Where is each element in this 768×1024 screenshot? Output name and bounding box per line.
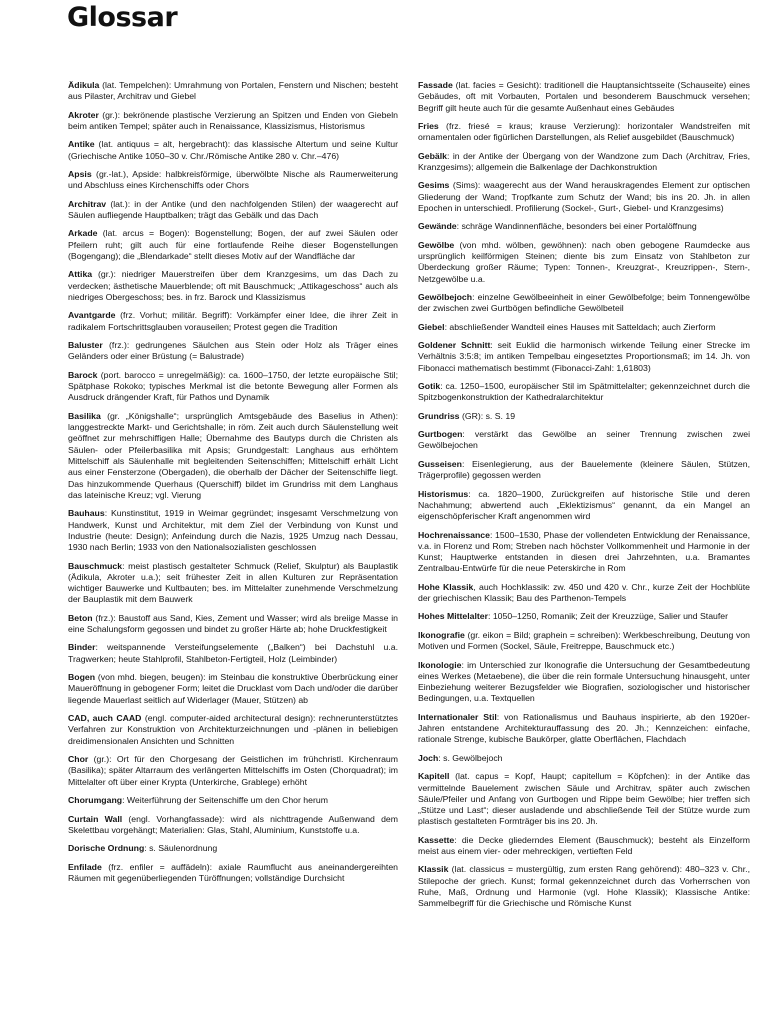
glossary-term: Akroter [68, 109, 99, 120]
glossary-entry [68, 754, 398, 788]
glossary-term: Gesims [418, 180, 450, 191]
glossary-definition: (frz. enfiler = auffädeln): axiale Raumflucht aus aneinandergereihten Räumen mit gegenüberliegenden Türöffnungen; vollständige Durchsicht [68, 861, 398, 883]
glossary-entry [68, 169, 398, 192]
glossary-entry [68, 672, 398, 706]
glossary-entry [418, 292, 750, 315]
glossary-definition: (lat. capus = Kopf, Haupt; capitellum = Köpfchen): in der Antike das vermittelnde Bauelement zwischen Säule und Architrav, später auch zwischen Säule/Pfeiler und Anfang von Gurtbogen und Rippe beim Gewölbe; hier treffen sich „Stütze und Last“; dieser ausladende und abschließende Teil der Stütze wurde zum plastisch gestalteten Formträger bis ins 20. Jh. [418, 771, 750, 827]
glossary-definition: : ca. 1820–1900, Zurückgreifen auf historische Stile und deren Nachahmung; abwertend auch „Eklektizismus“ genannt, da ein Mangel an eigenschöpferischer Kraft angenommen wird [418, 488, 750, 522]
glossary-term: Kapitell [418, 771, 450, 782]
glossary-term: Baluster [68, 340, 103, 351]
glossary-entry [418, 611, 750, 622]
glossary-entry [68, 370, 398, 404]
glossary-entry [418, 240, 750, 285]
glossary-definition: (Sims): waagerecht aus der Wand herauskragendes Element zur optischen Gliederung der Wand; Tropfkante zum Schutz der Wand; bis ins 20. Jh. in allen Epochen in unterschiedl. Profilierung (Sockel-, Gurt-, Giebel- und Kranzgesims) [418, 180, 750, 213]
glossary-term: Gewölbe [418, 239, 455, 250]
glossary-entry [418, 80, 750, 114]
glossary-term: Barock [68, 369, 98, 380]
glossary-entry [418, 712, 750, 746]
glossary-term: Hohes Mittelalter [418, 611, 488, 622]
glossary-definition: : s. Gewölbejoch [438, 752, 503, 763]
glossary-entry [418, 121, 750, 144]
glossary-definition: (gr.): Ort für den Chorgesang der Geistlichen im frühchristl. Kirchenraum (Basilika); später Altarraum des verlängerten Mittelschiffs im Osten (Chorquadrat); im Mittelalter oft über einer Krypta (Unterkirche, Grablege) erhöht [68, 754, 398, 787]
glossary-column-left [68, 80, 398, 891]
glossary-entry [68, 269, 398, 303]
glossary-entry [418, 530, 750, 575]
glossary-entry [418, 864, 750, 909]
glossary-definition: : im Unterschied zur Ikonografie die Untersuchung der Gesamtbedeutung eines Werkes (Metaebene), die über die rein formale Untersuchung hinausgeht, unter Einbeziehung weiterer Bezugsfelder wie Biografien, soziologischer und historischer Bedingungen, u.a. Textquellen [418, 659, 750, 704]
glossary-term: Hohe Klassik [418, 581, 474, 592]
glossary-term: Arkade [68, 228, 98, 239]
glossary-term: Binder [68, 642, 96, 653]
glossary-definition: (lat. arcus = Bogen): Bogenstellung; Bogen, der auf zwei Säulen oder Pfeilern ruht; gilt auch für eine fortlaufende Reihe dieser Bogenstellungen (Bogengang); die „Blendarkade“ stellt dieses Motiv auf der Wandfläche dar [68, 228, 398, 262]
glossary-definition: (gr. „Königshalle“; ursprünglich Amtsgebäude des Baselius in Athen): langgestreckte Markt- und Gerichtshalle; in röm. Zeit auch durch Säulenstellung weit geöffnet zur mehrschiffigen Halle; Übernahme des Bautyps durch die Christen als Säulen- oder Pfeilerbasilika mit Apsis; Grundgestalt: Langhaus aus erhöhtem Mittelschiff als Säulenhalle mit begleitenden Seitenschiffen; Mittelschiff erhält Licht aus einer Fensterzone (Obergaden), die oberhalb der Dächer der Seitenschiffe liegt. Das hinzukommende Querhaus (Querschiff) bildet im Grundriss mit dem Langhaus das lateinische Kreuz; vgl. Vierung [68, 410, 398, 500]
glossary-entry [68, 862, 398, 885]
glossary-entry [68, 110, 398, 133]
glossary-definition: (von mhd. wölben, gewöhnen): nach oben gebogene Raumdecke aus ursprünglich keilförmigen Steinen; diente bis zum Einsatz von Stahlbeton zur Überdeckung großer Räume; Typen: Tonnen-, Kreuzgrat-, Kreuzrippen-, Stern-, Netzgewölbe u.a. [418, 239, 750, 284]
glossary-definition: : von Rationalismus und Bauhaus inspirierte, ab den 1920er-Jahren entstandene Architekturauffassung des 20. Jh.; Kennzeichen: einfache, rationale Strenge, kubische Baukörper, glatte Oberflächen, Flachdach [418, 711, 750, 745]
glossary-definition: : verstärkt das Gewölbe an seiner Trennung zwischen zwei Gewölbejochen [418, 429, 750, 451]
glossary-entry [68, 199, 398, 222]
glossary-term: Ädikula [68, 80, 100, 90]
glossary-definition: (lat.): in der Antike (und den nachfolgenden Stilen) der waagerecht auf Säulen aufliegende Hauptbalken; trägt das Gebälk und das Dach [68, 198, 398, 221]
glossary-entry [68, 411, 398, 501]
glossary-definition: : meist plastisch gestalteter Schmuck (Relief, Skulptur) als Bauplastik (Ädikula, Akroter u.a.); seit frühester Zeit in allen Kulturen zur Repräsentation wichtiger Bauwerke und Kultbauten; bes. im Mittelalter zunehmende Verschmelzung der Bauplastik mit dem Bauwerk [68, 560, 398, 605]
glossary-entry [418, 180, 750, 214]
glossary-definition: : Weiterführung der Seitenschiffe um den Chor herum [122, 795, 328, 806]
glossary-definition: (frz. friesé = kraus; krause Verzierung): horizontaler Wandstreifen mit ornamentalen oder figürlichen Darstellungen, als Relief ausgebildet (Bauschmuck) [418, 120, 750, 143]
glossary-entry [68, 795, 398, 806]
glossary-entry [68, 139, 398, 162]
glossary-term: Beton [68, 612, 93, 623]
glossary-term: Hochrenaissance [418, 529, 490, 540]
glossary-entry [418, 459, 750, 482]
glossary-definition: (lat. antiquus = alt, hergebracht): das klassische Altertum und seine Kultur (Griechische Antike 1050–30 v. Chr./Römische Antike 280 v. Chr.–476) [68, 139, 398, 161]
page-title: Glossar [67, 2, 178, 33]
glossary-definition: : einzelne Gewölbeeinheit in einer Gewölbefolge; beim Tonnengewölbe der zwischen zwei Gurtbögen befindliche Gewölbeteil [418, 292, 750, 314]
glossary-definition: (frz.): gedrungenes Säulchen aus Stein oder Holz als Träger eines Geländers oder einer Brüstung (= Balustrade) [68, 340, 398, 362]
glossary-term: Chorumgang [68, 795, 123, 806]
glossary-term: Bogen [68, 672, 96, 683]
glossary-definition: (engl. Vorhangfassade): wird als nichttragende Außenwand dem Skelettbau vorgehängt; Materialien: Glas, Stahl, Aluminium, Kunststoffe u.a. [68, 813, 398, 835]
glossary-entry [418, 429, 750, 452]
glossary-definition: (frz. Vorhut; militär. Begriff): Vorkämpfer einer Idee, die ihrer Zeit in radikalem Fortschrittsglauben vorauseilen; Protest gegen die Tradition [68, 310, 398, 332]
glossary-term: Joch [418, 752, 439, 763]
glossary-entry [418, 151, 750, 174]
glossary-entry [68, 814, 398, 837]
glossary-term: Bauschmuck [68, 560, 123, 571]
glossary-term: Internationaler Stil [418, 711, 497, 722]
glossary-term: Fries [418, 120, 439, 131]
glossary-term: Gebälk [418, 150, 447, 161]
glossary-definition: (gr. eikon = Bild; graphein = schreiben): Werkbeschreibung, Deutung von Motiven und Formen (Sockel, Säule, Freitreppe, Bauschmuck etc.) [418, 629, 750, 652]
glossary-definition: (von mhd. biegen, beugen): im Steinbau die konstruktive Überbrückung einer Maueröffnung in gebogener Form; leitet die Drucklast vom Dach und/oder die darüber liegende Mauerlast seitlich auf Widerlager (Mauer, Stützen) ab [68, 672, 398, 705]
glossary-term: Bauhaus [68, 508, 105, 519]
glossary-definition: (gr.): bekrönende plastische Verzierung an Spitzen und Enden von Giebeln beim antiken Tempel; später auch in Renaissance, Klassizismus, Historismus [68, 109, 398, 131]
glossary-definition: : 1050–1250, Romanik; Zeit der Kreuzzüge, Salier und Staufer [488, 611, 729, 622]
glossary-term: Curtain Wall [68, 813, 123, 824]
glossary-definition: (gr.-lat.), Apside: halbkreisförmige, überwölbte Nische als Raumerweiterung und Abschluss eines Kirchenschiffs oder Chors [68, 169, 398, 191]
glossary-entry [418, 221, 750, 232]
glossary-entry [418, 582, 750, 605]
glossary-term: Antike [68, 139, 95, 150]
glossary-definition: : die Decke gliederndes Element (Bauschmuck); besteht als Einzelform meist aus einem vier- oder mehreckigen, vertieften Feld [418, 834, 750, 857]
glossary-term: Kassette [418, 834, 455, 845]
glossary-entry [68, 228, 398, 262]
glossary-entry [68, 310, 398, 333]
glossary-definition: : Kunstinstitut, 1919 in Weimar gegründet; insgesamt Verschmelzung von Handwerk, Kunst und Architektur, mit dem Ziel der Verbindung von Kunst und Industrie (heute: Design); Anfeindung durch die Nazis, 1925 Umzug nach Dessau, 1930 nach Berlin; 1933 von den Nationalsozialisten geschlossen [68, 508, 398, 553]
glossary-definition: , auch Hochklassik: zw. 450 und 420 v. Chr., kurze Zeit der Hochblüte der griechischen Klassik; Bau des Parthenon-Tempels [418, 581, 750, 604]
glossary-definition: : in der Antike der Übergang von der Wandzone zum Dach (Architrav, Fries, Kranzgesims); allgemein die Balkenlage der Dachkonstruktion [418, 150, 750, 172]
glossary-entry [418, 381, 750, 404]
glossary-definition: (engl. computer-aided architectural design): rechnerunterstütztes Verfahren zur Konstruktion von Architekturzeichnungen und -plänen in beliebigen dreidimensionalen Ansichten und Schnitten [68, 713, 398, 746]
glossary-entry [68, 613, 398, 636]
glossary-entry [418, 340, 750, 374]
glossary-entry [68, 843, 398, 854]
glossary-term: Historismus [418, 488, 469, 499]
glossary-entry [418, 753, 750, 764]
glossary-entry [68, 561, 398, 606]
glossary-definition: (lat. Tempelchen): Umrahmung von Portalen, Fenstern und Nischen; besteht aus Pilaster, Architrav und Giebel [68, 80, 398, 102]
glossary-definition: : seit Euklid die harmonisch wirkende Teilung einer Strecke im Verhältnis 3:5:8; im antiken Tempelbau eingesetztes Proportionsmaß; im 14. Jh. von Fibonacci mathematisch bestimmt (Fibonacci-Zahl: 1,61803) [418, 340, 750, 373]
glossary-definition: : abschließender Wandteil eines Hauses mit Satteldach; auch Zierform [444, 321, 716, 332]
glossary-term: Chor [68, 754, 89, 765]
glossary-definition: : schräge Wandinnenfläche, besonders bei einer Portalöffnung [456, 221, 697, 232]
glossary-term: Gurtbogen [418, 429, 463, 440]
glossary-definition: (lat. classicus = mustergültig, zum ersten Rang gehörend): 480–323 v. Chr., Stilepoche der griech. Kunst; formal gekennzeichnet durch das Vorherrschen von Ruhe, Maß, Ordnung und Harmonie (vgl. Hohe Klassik); Klassische Antike: Sammelbegriff für die Griechische und Römische Kunst [418, 864, 750, 909]
glossary-entry [418, 411, 750, 422]
glossary-term: Klassik [418, 864, 449, 875]
glossary-definition: (frz.): Baustoff aus Sand, Kies, Zement und Wasser; wird als breiige Masse in eine Schalungsform gegossen und bindet zu großer Härte ab; hohe Druckfestigkeit [68, 612, 398, 635]
glossary-entry [68, 80, 398, 103]
glossary-entry [418, 835, 750, 858]
glossary-term: Attika [68, 269, 93, 280]
glossary-term: Ikonologie [418, 659, 462, 670]
glossary-definition: (gr.): niedriger Mauerstreifen über dem Kranzgesims, um das Dach zu verdecken; ästhetische Mauerblende; oft mit Bauschmuck; „Attikageschoss“ auch als niedriges Obergeschoss; bes. in frz. Barock und Klassizismus [68, 269, 398, 303]
glossary-term: Gusseisen [418, 458, 462, 469]
glossary-term: Fassade [418, 80, 453, 90]
glossary-entry [68, 642, 398, 665]
glossary-entry [418, 660, 750, 705]
glossary-term: Dorische Ordnung [68, 843, 145, 854]
glossary-term: Avantgarde [68, 310, 116, 321]
glossary-definition: (GR): s. S. 19 [459, 410, 516, 421]
glossary-term: Goldener Schnitt [418, 340, 491, 351]
glossary-term: Gewände [418, 221, 457, 232]
glossary-entry [418, 322, 750, 333]
glossary-term: Architrav [68, 198, 107, 209]
glossary-entry [418, 489, 750, 523]
glossary-term: Ikonografie [418, 629, 465, 640]
glossary-term: Basilika [68, 410, 101, 421]
glossary-entry [68, 508, 398, 553]
glossary-entry [418, 771, 750, 827]
glossary-term: CAD, auch CAAD [68, 713, 142, 724]
glossary-entry [68, 340, 398, 363]
glossary-definition: : weitspannende Versteifungselemente („Balken“) bei Dachstuhl u.a. Tragwerken; heute Stahlprofil, Stahlbeton-Fertigteil, Holz (Leimbinder) [68, 642, 398, 664]
glossary-term: Giebel [418, 321, 445, 332]
glossary-definition: (lat. facies = Gesicht): traditionell die Hauptansichtsseite (Schauseite) eines Gebäudes, oft mit Vorbauten, Portalen und besonderem Bauschmuck versehen; Begriff gilt heute auch für die gesamte Außenhaut eines Gebäudes [418, 80, 750, 113]
glossary-term: Grundriss [418, 410, 460, 421]
glossary-definition: : ca. 1250–1500, europäischer Stil im Spätmittelalter; gekennzeichnet durch die Spitzbogenkonstruktion der Kathedralarchitektur [418, 381, 750, 403]
glossary-term: Gotik [418, 381, 441, 392]
glossary-definition: (port. barocco = unregelmäßig): ca. 1600–1750, der letzte europäische Stil; Spätphase Rokoko; typisches Merkmal ist die betonte Bewegung aller Formen als Ausdruck drängender Kraft, für Pathos und Dynamik [68, 369, 398, 403]
glossary-term: Apsis [68, 169, 92, 180]
glossary-definition: : s. Säulenordnung [144, 843, 218, 854]
glossary-term: Gewölbejoch [418, 292, 473, 303]
glossary-definition: : 1500–1530, Phase der vollendeten Entwicklung der Renaissance, v.a. in Florenz und Rom; Streben nach höchster Vollkommenheit und Harmonie in der Kunst; Hauptwerke entstanden in diesen drei Jahrzehnten, u.a. Bramantes Zentralbau-Entwürfe für die neue Peterskirche in Rom [418, 529, 750, 574]
glossary-definition: : Eisenlegierung, aus der Bauelemente (kleinere Säulen, Stützen, Trägerprofile) gegossen werden [418, 458, 750, 481]
glossary-entry [68, 713, 398, 747]
glossary-term: Enfilade [68, 861, 102, 872]
glossary-column-right [418, 80, 750, 917]
glossary-entry [418, 630, 750, 653]
